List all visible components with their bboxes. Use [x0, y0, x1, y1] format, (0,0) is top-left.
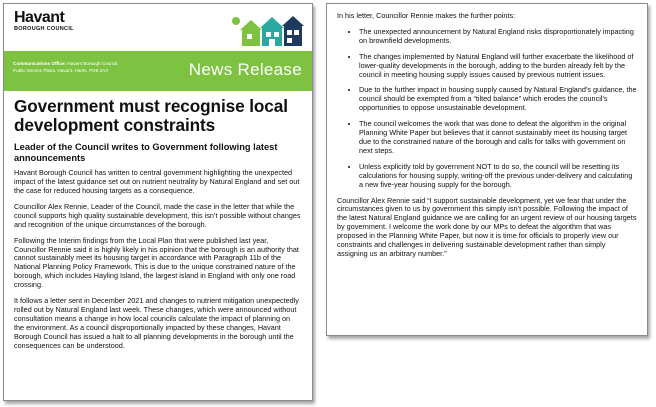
house-right-window-2	[294, 30, 299, 35]
press-release-page-2	[326, 3, 648, 336]
paragraph: Havant Borough Council has written to central government highlighting the unexpected impact of the latest guidance set out on nutrient neutrality by Natural England and set out the case for reduced housing targets as a consequence.	[14, 168, 300, 195]
list-item: • Due to the further impact in housing supply caused by Natural England’s guidance, the council should be exempted from a “tilted balance” which erodes the council’s opportunities to oppose unsustainable development.	[359, 86, 637, 113]
houses-icon	[226, 12, 306, 46]
paragraph: It follows a letter sent in December 2021 and changes to nutrient mitigation unexpectedly rolled out by Natural England last week. These changes, which were announced without consultation means a change in how local councils calculate the impact of planning on the environment. As a council disproportionally impacted by these changes, Havant Borough Council has issued a halt to all planning developments in the borough until the consequences can be understood.	[14, 296, 299, 350]
comms-label: Communications Office:	[13, 61, 67, 66]
subheadline: Leader of the Council writes to Government following latest announcements	[14, 142, 278, 163]
list-item: • The changes implemented by Natural England will further exacerbate the likelihood of lower-quality developments in the borough, adding to the burden already felt by the council in meeting housing supply issues caused by previous nutrient issues.	[359, 53, 637, 80]
house-mid-window-2	[274, 32, 279, 37]
house-left-roof	[240, 20, 262, 30]
masthead	[4, 4, 312, 51]
comms-address-line-1: Havant Borough Council,	[67, 61, 119, 66]
comms-address-line-2: Public Service Plaza, Havant, Hants, PO9 2AX	[13, 68, 109, 73]
house-right-window-3	[287, 38, 292, 43]
points-list	[337, 28, 637, 190]
house-mid-door	[269, 39, 275, 46]
headline: Government must recognise local development constraints	[14, 96, 288, 135]
press-release-page-1	[3, 3, 313, 401]
paragraph: Councillor Alex Rennie, Leader of the Council, made the case in the letter that while the council supports high quality sustainable development, this isn’t possible without changes and recognition of the unique circumstances of the borough.	[14, 201, 301, 229]
paragraph: Following the Interim findings from the Local Plan that were published last year, Councillor Rennie said it is highly likely in his opinion that the borough is an authority that cannot sustainably meet its housing target in accordance with Paragraph 11b of the National Planning Policy Framework. This is due to the unique constrained nature of the borough, which includes Hayling Island, the largest island in England with only one road crossing.	[14, 235, 299, 290]
logo-main-text: Havant	[14, 9, 65, 26]
list-item: • Unless explicitly told by government NOT to do so, the council will be resetting its calculations for housing supply, writing-off the previous under-delivery and calculating a new five-year housing supply for the borough.	[359, 163, 637, 190]
intro-paragraph: In his letter, Councillor Rennie makes the further points:	[337, 11, 516, 20]
list-item: • The council welcomes the work that was done to defeat the algorithm in the original Planning White Paper but believes that it cannot sustainably meet its housing target due to the constrained nature of the borough and calls for talks with government on next steps.	[359, 120, 637, 156]
article-body	[4, 91, 312, 351]
house-right-body	[284, 26, 302, 46]
house-left-window	[247, 34, 252, 39]
list-item: • The unexpected announcement by Natural England risks disproportionately impacting on brownfield developments.	[359, 28, 637, 46]
article-continuation	[327, 4, 647, 259]
house-right-roof	[282, 16, 304, 26]
news-release-title: News Release	[188, 60, 302, 79]
sun-shape	[232, 17, 240, 25]
news-release-banner	[4, 51, 312, 91]
council-logo	[14, 10, 74, 33]
house-right-window-1	[287, 30, 292, 35]
comms-office-address	[13, 60, 163, 74]
quote-paragraph: Councillor Alex Rennie said “I support sustainable development, yet we fear that under the circumstances given to us by government this simply isn’t possible. Following the impact of the latest Natural England guidance we are calling for an urgent review of our housing targets by government. I welcome the work done by our MPs to defeat the algorithm that was proposed in the Planning White Paper, but now it is time for officials to properly view our constraints and challenges in delivering sustainable development rather than simply assigning us an arbitrary number.”	[337, 195, 637, 258]
house-mid-roof	[260, 17, 284, 28]
house-mid-window-1	[266, 32, 271, 37]
logo-sub-text: BOROUGH COUNCIL	[14, 26, 74, 32]
